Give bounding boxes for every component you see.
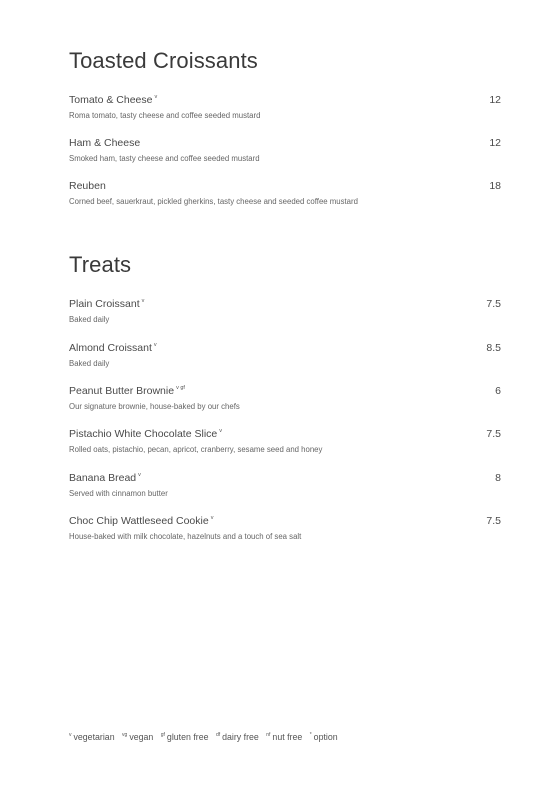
legend-entry: $^v$ vegetarian (69, 732, 115, 742)
section-title-treats: Treats (69, 252, 132, 277)
dietary-tag: v (153, 342, 157, 348)
item-name: Choc Chip Wattleseed Cookie $^v$ (69, 515, 214, 527)
item-price: 8 (495, 472, 501, 484)
dietary-tag: v (210, 515, 214, 521)
menu-item (69, 472, 501, 502)
item-name: Reuben (69, 180, 106, 192)
item-description: Corned beef, sauerkraut, pickled gherkins, tasty cheese and seeded coffee mustard (69, 197, 358, 206)
item-name: Almond Croissant $^v$ (69, 342, 157, 354)
dietary-tag: v (219, 428, 222, 434)
dietary-tag: v gf (176, 385, 185, 391)
item-name: Banana Bread $^v$ (69, 472, 141, 484)
item-price: 6 (495, 385, 501, 397)
section-title-toasted-croissants: Toasted Croissants (69, 48, 258, 73)
item-name: Ham & Cheese (69, 137, 141, 149)
item-description: House-baked with milk chocolate, hazelnuts and a touch of sea salt (69, 532, 302, 541)
item-description: Rolled oats, pistachio, pecan, apricot, cranberry, sesame seed and honey (69, 445, 323, 454)
menu-item (69, 428, 501, 458)
item-price: 7.5 (486, 515, 501, 527)
menu-item (69, 385, 501, 415)
item-description: Smoked ham, tasty cheese and coffee seeded mustard (69, 154, 260, 163)
item-price: 7.5 (486, 428, 501, 440)
item-description: Our signature brownie, house-baked by our chefs (69, 402, 240, 411)
menu-item (69, 180, 501, 210)
dietary-tag: v (154, 94, 158, 100)
menu-item (69, 342, 501, 372)
menu-item (69, 94, 501, 124)
item-name: Plain Croissant $^v$ (69, 298, 145, 310)
dietary-legend (69, 732, 343, 742)
item-name: Tomato & Cheese $^v$ (69, 94, 158, 106)
dietary-tag: v (141, 298, 145, 304)
legend-entry: $^{df}$ dairy free (215, 732, 259, 742)
item-description: Roma tomato, tasty cheese and coffee seeded mustard (69, 111, 261, 120)
legend-entry: $^{vg}$ vegan (122, 732, 154, 742)
menu-item (69, 515, 501, 545)
legend-entry: * option (309, 732, 338, 742)
item-description: Served with cinnamon butter (69, 489, 168, 498)
item-price: 18 (489, 180, 501, 192)
menu-item (69, 137, 501, 167)
menu-item (69, 298, 501, 328)
item-name: Pistachio White Chocolate Slice $^v$ (69, 428, 222, 440)
item-name: Peanut Butter Brownie $^{v gf}$ (69, 385, 185, 397)
legend-entry: $^{gf}$ gluten free (160, 732, 209, 742)
item-price: 12 (489, 137, 501, 149)
item-description: Baked daily (69, 359, 110, 368)
item-price: 7.5 (486, 298, 501, 310)
item-price: 12 (489, 94, 501, 106)
menu-page (69, 0, 501, 793)
item-description: Baked daily (69, 315, 110, 324)
item-price: 8.5 (486, 342, 501, 354)
legend-entry: $^{nf}$ nut free (266, 732, 303, 742)
dietary-tag: v (138, 472, 141, 478)
